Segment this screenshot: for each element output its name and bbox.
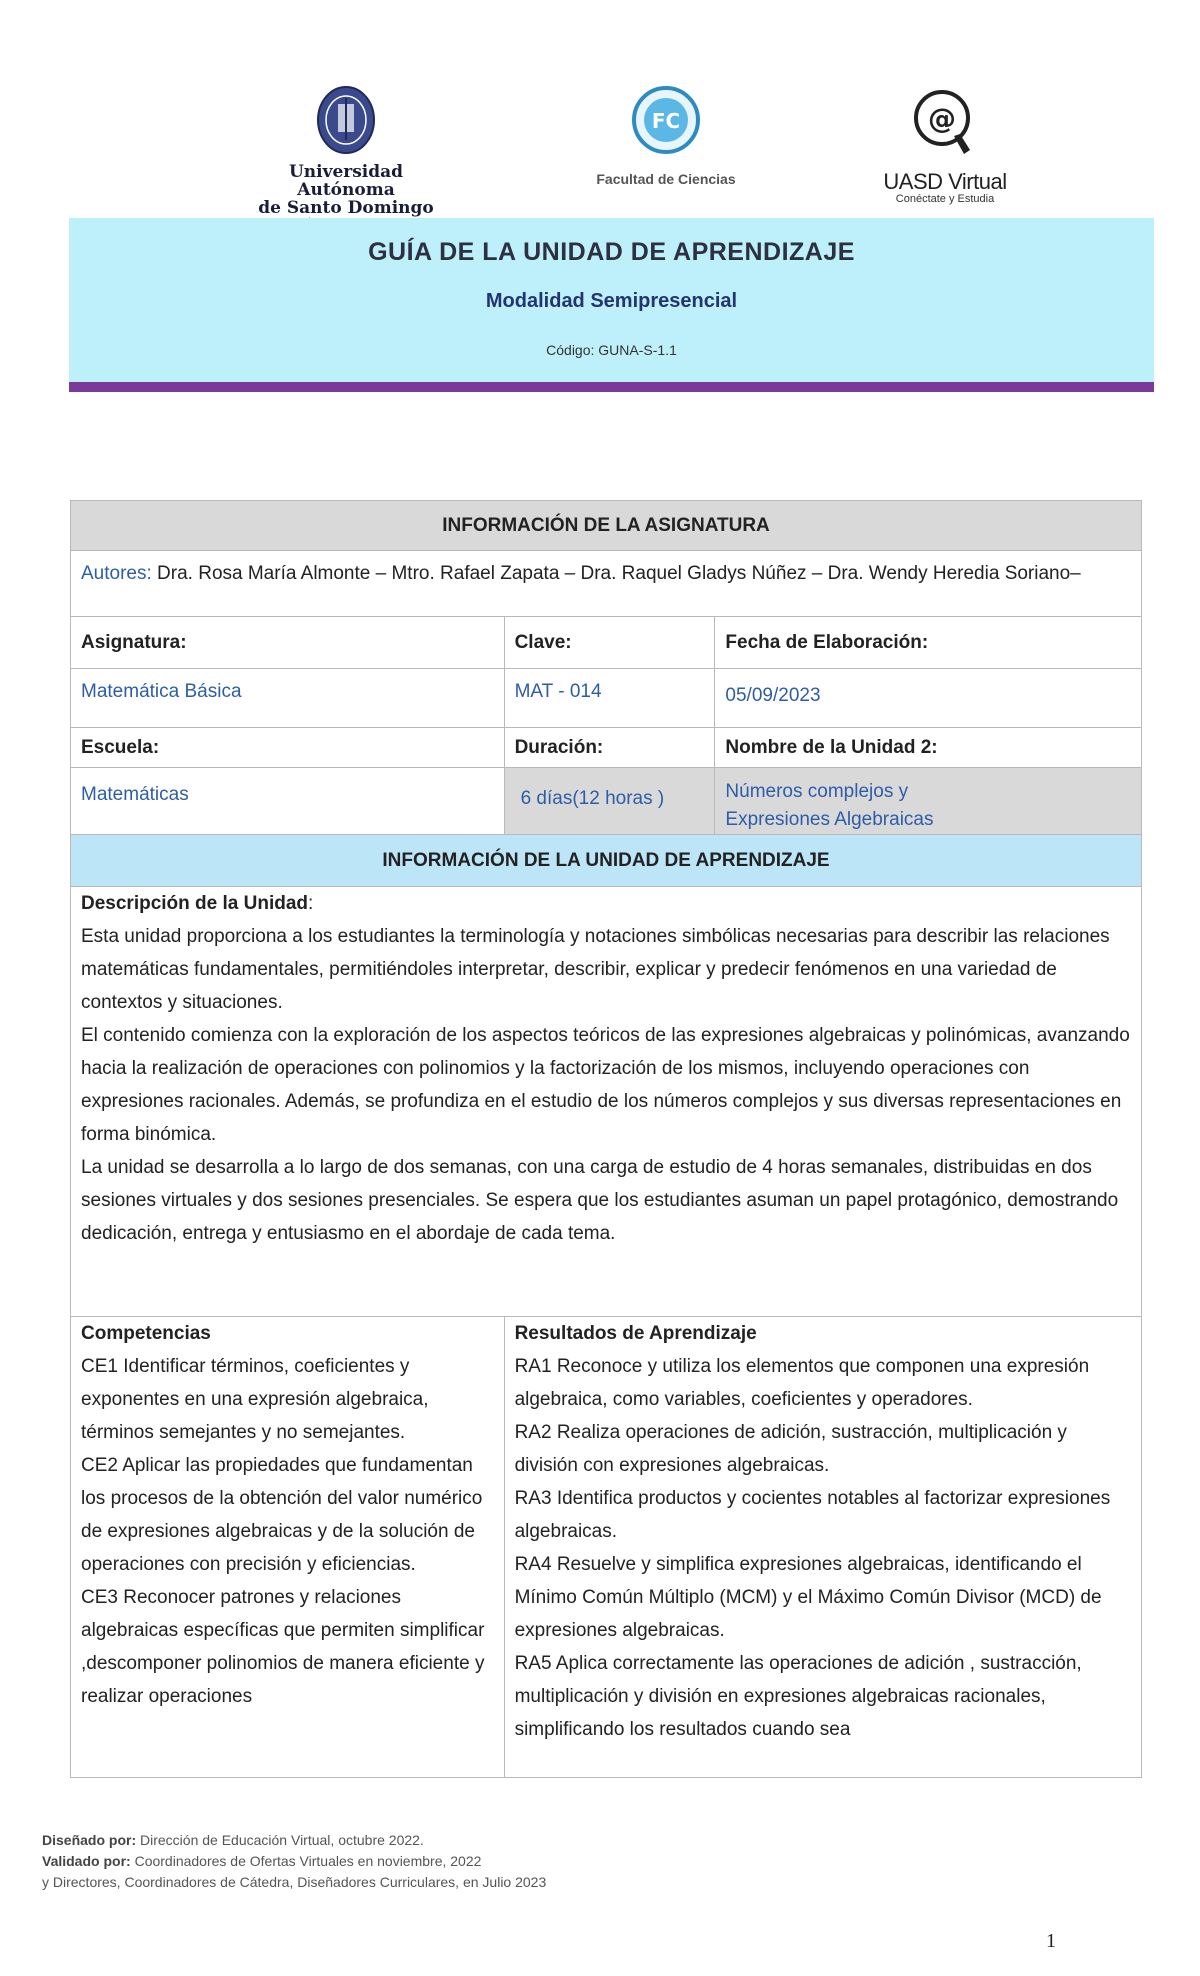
competency-item: CE2 Aplicar las propiedades que fundamentan los procesos de la obtención del valor numérico de expresiones algebraicas y de la solución de operaciones con precisión y eficiencias. <box>81 1455 483 1575</box>
uasd-virtual-logo <box>870 84 1020 204</box>
footer-validated: Validado por: Coordinadores de Ofertas Virtuales en noviembre, 2022 <box>42 1853 482 1869</box>
fecha-value: 05/09/2023 <box>715 669 1142 728</box>
subject-info-header-row <box>71 501 1142 551</box>
faculty-logo <box>576 84 756 194</box>
document-code: Código: GUNA-S-1.1 <box>546 342 677 358</box>
escuela-label: Escuela: <box>71 728 505 768</box>
svg-text:FC: FC <box>651 109 681 133</box>
unit-info-header-row <box>71 835 1142 887</box>
authors-value: Dra. Rosa María Almonte – Mtro. Rafael Zapata – Dra. Raquel Gladys Núñez – Dra. Wendy Heredia Soriano– <box>151 563 1081 584</box>
result-item: RA2 Realiza operaciones de adición, sustracción, multiplicación y división con expresiones algebraicas. <box>514 1422 1067 1476</box>
uasd-virtual-name: UASD Virtual <box>883 169 1007 194</box>
unidad-value: Números complejos y Expresiones Algebraicas <box>715 768 1142 835</box>
escuela-value: Matemáticas <box>71 768 505 835</box>
description-row <box>71 887 1142 1317</box>
results-label: Resultados de Aprendizaje <box>514 1323 757 1344</box>
competency-item: CE3 Reconocer patrones y relaciones algebraicas específicas que permiten simplificar ,descomponer polinomios de manera eficiente y realizar operaciones <box>81 1587 485 1707</box>
competency-item: CE1 Identificar términos, coeficientes y exponentes en una expresión algebraica, términos semejantes y no semejantes. <box>81 1356 429 1443</box>
subject-info-table <box>70 500 1142 1778</box>
authors-cell <box>71 551 1142 617</box>
banner-stripe <box>69 382 1154 392</box>
uasd-logo <box>248 84 444 218</box>
asignatura-value: Matemática Básica <box>71 669 505 728</box>
values-row-2 <box>71 768 1142 835</box>
result-item: RA3 Identifica productos y cocientes notables al factorizar expresiones algebraicas. <box>514 1488 1111 1542</box>
values-row-1 <box>71 669 1142 728</box>
asignatura-label: Asignatura: <box>71 617 505 669</box>
duracion-value: 6 días(12 horas ) <box>504 768 715 835</box>
unit-info-header: INFORMACIÓN DE LA UNIDAD DE APRENDIZAJE <box>71 835 1142 887</box>
guide-title: GUÍA DE LA UNIDAD DE APRENDIZAJE <box>368 238 855 266</box>
duracion-label: Duración: <box>504 728 715 768</box>
description-cell: Descripción de la Unidad: Esta unidad proporciona a los estudiantes la terminología y notaciones simbólicas necesarias para describir las relaciones matemáticas fundamentales, permitiéndoles interpretar, describir, explicar y predecir fenómenos en una variedad de contextos y situaciones. El contenido comienza con la exploración de los aspectos teóricos de las expresiones algebraicas y polinómicas, avanzando hacia la realización de operaciones con polinomios y la factorización de los mismos, incluyendo operaciones con expresiones racionales. Además, se profundiza en el estudio de los números complejos y sus diversas representaciones en forma binómica. La unidad se desarrolla a lo largo de dos semanas, con una carga de estudio de 4 horas semanales, distribuidas en dos sesiones virtuales y dos sesiones presenciales. Se espera que los estudiantes asuman un papel protagónico, demostrando dedicación, entrega y entusiasmo en el abordaje de cada tema. <box>71 887 1142 1317</box>
fecha-label: Fecha de Elaboración: <box>715 617 1142 669</box>
result-item: RA5 Aplica correctamente las operaciones de adición , sustracción, multiplicación y división en expresiones algebraicas racionales, simplificando los resultados cuando sea <box>514 1653 1082 1740</box>
uasd-seal-icon <box>248 84 444 154</box>
uasd-virtual-tagline: Conéctate y Estudia <box>895 193 995 205</box>
footer-validated-line2: y Directores, Coordinadores de Cátedra, Diseñadores Curriculares, en Julio 2023 <box>42 1874 547 1890</box>
result-item: RA1 Reconoce y utiliza los elementos que componen una expresión algebraica, como variables, coeficientes y operadores. <box>514 1356 1090 1410</box>
competencies-cell <box>71 1317 505 1778</box>
footer-designed: Diseñado por: Dirección de Educación Virtual, octubre 2022. <box>42 1832 424 1848</box>
unidad-label: Nombre de la Unidad 2: <box>715 728 1142 768</box>
clave-value: MAT - 014 <box>504 669 715 728</box>
description-paragraph: El contenido comienza con la exploración de los aspectos teóricos de las expresiones algebraicas y polinómicas, avanzando hacia la realización de operaciones con polinomios y la factorización de los mismos, incluyendo operaciones con expresiones racionales. Además, se profundiza en el estudio de los números complejos y sus diversas representaciones en forma binómica. <box>81 1025 1130 1145</box>
labels-row-2 <box>71 728 1142 768</box>
faculty-name: Facultad de Ciencias <box>596 171 736 187</box>
result-item: RA4 Resuelve y simplifica expresiones algebraicas, identificando el Mínimo Común Múltiplo (MCM) y el Máximo Común Divisor (MCD) de expresiones algebraicas. <box>514 1554 1102 1641</box>
svg-text:@: @ <box>928 102 956 135</box>
description-label: Descripción de la Unidad <box>81 893 308 914</box>
modality-subtitle: Modalidad Semipresencial <box>485 290 738 312</box>
uasd-name: Universidad Autónoma de Santo Domingo <box>258 162 434 218</box>
competencies-row <box>71 1317 1142 1778</box>
results-cell <box>504 1317 1141 1778</box>
clave-label: Clave: <box>504 617 715 669</box>
labels-row-1 <box>71 617 1142 669</box>
competencies-label: Competencias <box>81 1323 211 1344</box>
authors-label: Autores: <box>81 563 152 584</box>
faculty-seal-icon <box>631 84 701 158</box>
description-paragraph: La unidad se desarrolla a lo largo de dos semanas, con una carga de estudio de 4 horas semanales, distribuidas en dos sesiones virtuales y dos sesiones presenciales. Se espera que los estudiantes asuman un papel protagónico, demostrando dedicación, entrega y entusiasmo en el abordaje de cada tema. <box>81 1157 1119 1244</box>
at-hand-icon <box>910 84 980 162</box>
subject-info-header: INFORMACIÓN DE LA ASIGNATURA <box>71 501 1142 551</box>
description-paragraph: Esta unidad proporciona a los estudiantes la terminología y notaciones simbólicas necesarias para describir las relaciones matemáticas fundamentales, permitiéndoles interpretar, describir, explicar y predecir fenómenos en una variedad de contextos y situaciones. <box>81 926 1110 1013</box>
page-number: 1 <box>1046 1930 1056 1952</box>
authors-row <box>71 551 1142 617</box>
